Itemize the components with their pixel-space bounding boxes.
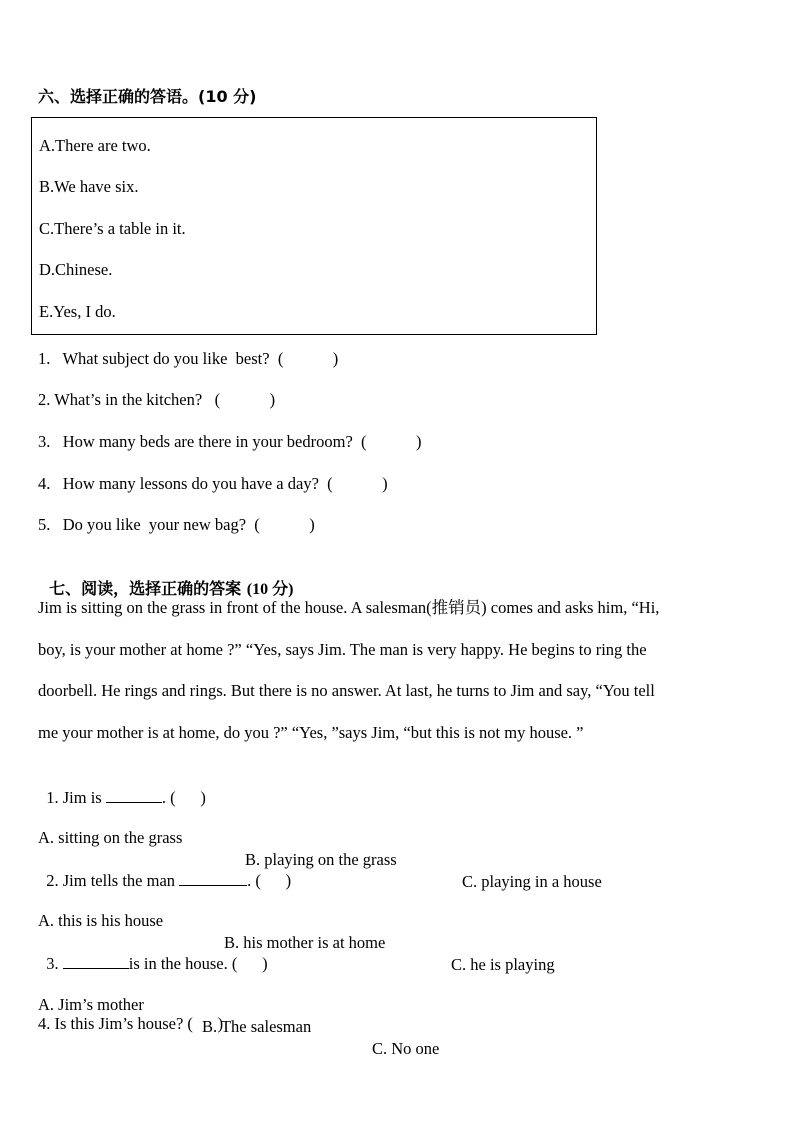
s7-question-3 — [38, 930, 268, 975]
s6-question-2: 2. What’s in the kitchen? ( ) — [38, 390, 276, 409]
q2-option-c: C. he is playing — [451, 955, 555, 974]
section-7-heading — [38, 556, 293, 601]
q3-suffix: is in the house. ( ) — [128, 954, 268, 973]
s6-question-1: 1. What subject do you like best? ( ) — [38, 349, 339, 368]
s7-question-2 — [38, 847, 291, 892]
option-d: D.Chinese. — [39, 260, 113, 279]
s7-question-1 — [38, 764, 206, 809]
answer-options-box — [31, 117, 597, 335]
option-a: A.There are two. — [39, 136, 151, 155]
passage-line-1: Jim is sitting on the grass in front of the house. A salesman(推销员) comes and asks him, “Hi, — [38, 598, 660, 617]
passage-line-4: me your mother is at home, do you ?” “Yes, ”says Jim, “but this is not my house. ” — [38, 723, 584, 742]
q1-suffix: . ( ) — [161, 788, 206, 807]
section-6-heading: 六、选择正确的答语。(10 分) — [38, 87, 257, 106]
q1-blank[interactable] — [106, 786, 162, 803]
passage-line-3: doorbell. He rings and rings. But there is no answer. At last, he turns to Jim and say, “You tell — [38, 681, 655, 700]
q2-blank[interactable] — [179, 869, 247, 886]
q3-blank[interactable] — [63, 952, 129, 969]
s6-question-3: 3. How many beds are there in your bedroom? ( ) — [38, 432, 422, 451]
q3-option-b: B. The salesman — [202, 1017, 312, 1036]
s6-question-4: 4. How many lessons do you have a day? ( ) — [38, 474, 388, 493]
q1-option-c: C. playing in a house — [462, 872, 602, 891]
option-e: E.Yes, I do. — [39, 302, 116, 321]
section-7-title: 七、阅读，选择正确的答案 — [49, 579, 242, 598]
q3-prefix: 3. — [46, 954, 59, 973]
option-c: C.There’s a table in it. — [39, 219, 186, 238]
q2-suffix: . ( ) — [247, 871, 292, 890]
option-b: B.We have six. — [39, 177, 139, 196]
q2-option-b: B. his mother is at home — [224, 933, 386, 952]
q2-option-a: A. this is his house — [38, 911, 164, 930]
q1-option-a: A. sitting on the grass — [38, 828, 183, 847]
q1-option-b: B. playing on the grass — [245, 850, 397, 869]
q3-option-c: C. No one — [372, 1039, 440, 1058]
q1-prefix: 1. Jim is — [46, 788, 102, 807]
q2-prefix: 2. Jim tells the man — [46, 871, 176, 890]
passage-line-2: boy, is your mother at home ?” “Yes, says Jim. The man is very happy. He begins to ring the — [38, 640, 647, 659]
section-7-points: (10 分) — [246, 581, 294, 598]
s7-question-4: 4. Is this Jim’s house? ( ) — [38, 1014, 224, 1033]
s6-question-5: 5. Do you like your new bag? ( ) — [38, 515, 315, 534]
q3-option-a: A. Jim’s mother — [38, 995, 144, 1014]
